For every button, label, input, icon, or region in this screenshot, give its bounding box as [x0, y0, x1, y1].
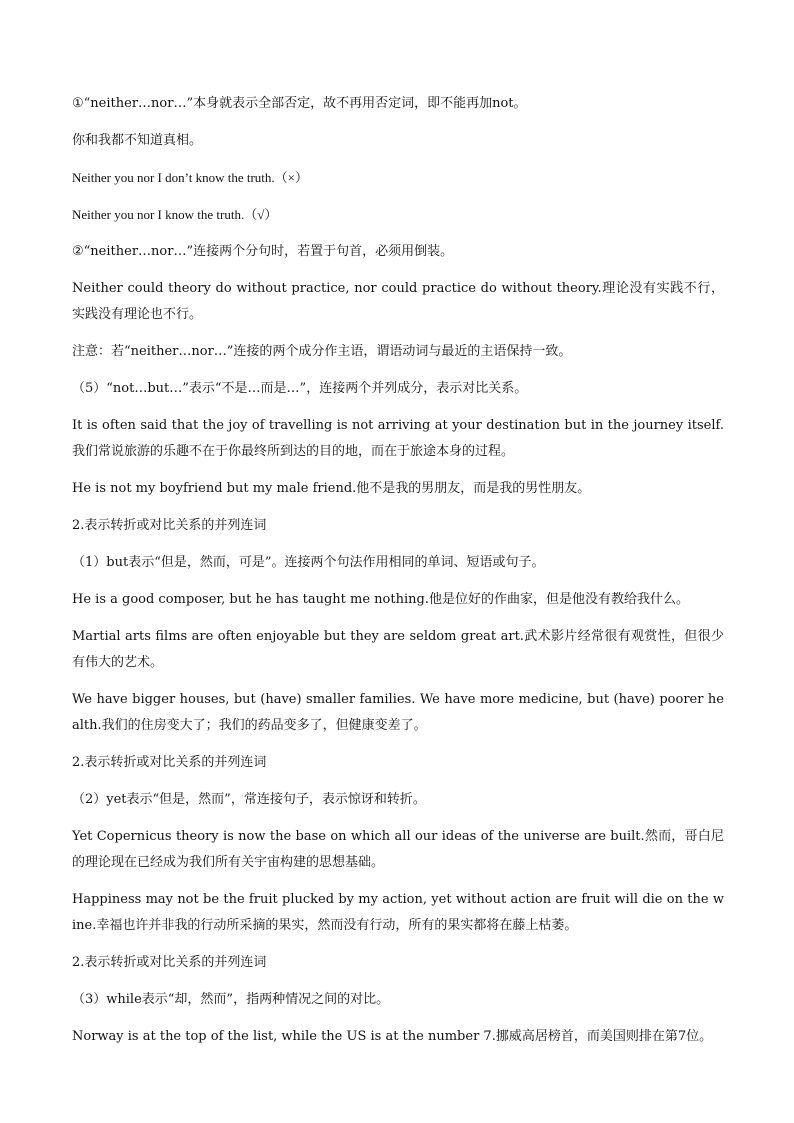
- heading-contrast-conjunctions-3: 2.表示转折或对比关系的并列连词: [72, 955, 267, 970]
- note-subject-agreement: 注意：若“neither…nor…”连接的两个成分作主语，谓语动词与最近的主语保持一致。: [72, 344, 572, 359]
- example-chinese-sentence: 你和我都不知道真相。: [72, 133, 203, 148]
- example-wrong-sentence: Neither you nor I don’t know the truth.（×）: [72, 170, 308, 185]
- example-norway: Norway is at the top of the list, while the US is at the number 7.挪威高居榜首，而美国则排在第7位。: [72, 1029, 713, 1044]
- example-copernicus: Yet Copernicus theory is now the base on which all our ideas of the universe are built.然而，哥白尼的理论现在已经成为我们所有关宇宙构建的思想基础。: [72, 829, 724, 870]
- example-travelling: It is often said that the joy of travelling is not arriving at your destination but in the journey itself.我们常说旅游的乐趣不在于你最终所到达的目的地，而在于旅途本身的过程。: [72, 418, 724, 459]
- example-theory-practice: Neither could theory do without practice, nor could practice do without theory.理论没有实践不行，实践没有理论也不行。: [72, 281, 724, 322]
- example-correct-sentence: Neither you nor I know the truth.（√）: [72, 207, 278, 222]
- heading-contrast-conjunctions-2: 2.表示转折或对比关系的并列连词: [72, 755, 267, 770]
- heading-contrast-conjunctions-1: 2.表示转折或对比关系的并列连词: [72, 518, 267, 533]
- document-body: [72, 91, 724, 1061]
- example-martial-arts: Martial arts films are often enjoyable but they are seldom great art.武术影片经常很有观赏性，但很少有伟大的艺术。: [72, 629, 724, 670]
- example-composer: He is a good composer, but he has taught me nothing.他是位好的作曲家，但是他没有教给我什么。: [72, 592, 689, 607]
- note-neither-nor-negation: ①“neither…nor…”本身就表示全部否定，故不再用否定词，即不能再加not。: [72, 96, 527, 111]
- example-happiness: Happiness may not be the fruit plucked by my action, yet without action are fruit will die on the wine.幸福也许并非我的行动所采摘的果实，然而没有行动，所有的果实都将在藤上枯萎。: [72, 892, 724, 933]
- section-while: （3）while表示“却，然而”，指两种情况之间的对比。: [72, 992, 390, 1007]
- note-neither-nor-inversion: ②“neither…nor…”连接两个分句时，若置于句首，必须用倒装。: [72, 244, 454, 259]
- example-boyfriend: He is not my boyfriend but my male friend.他不是我的男朋友，而是我的男性朋友。: [72, 481, 591, 496]
- section-yet: （2）yet表示“但是，然而”，常连接句子，表示惊讶和转折。: [72, 792, 426, 807]
- section-but: （1）but表示“但是，然而，可是”。连接两个句法作用相同的单词、短语或句子。: [72, 555, 545, 570]
- section-not-but: （5）“not…but…”表示“不是…而是…”，连接两个并列成分，表示对比关系。: [72, 381, 528, 396]
- example-bigger-houses: We have bigger houses, but (have) smaller families. We have more medicine, but (have) poorer health.我们的住房变大了；我们的药品变多了，但健康变差了。: [72, 692, 724, 733]
